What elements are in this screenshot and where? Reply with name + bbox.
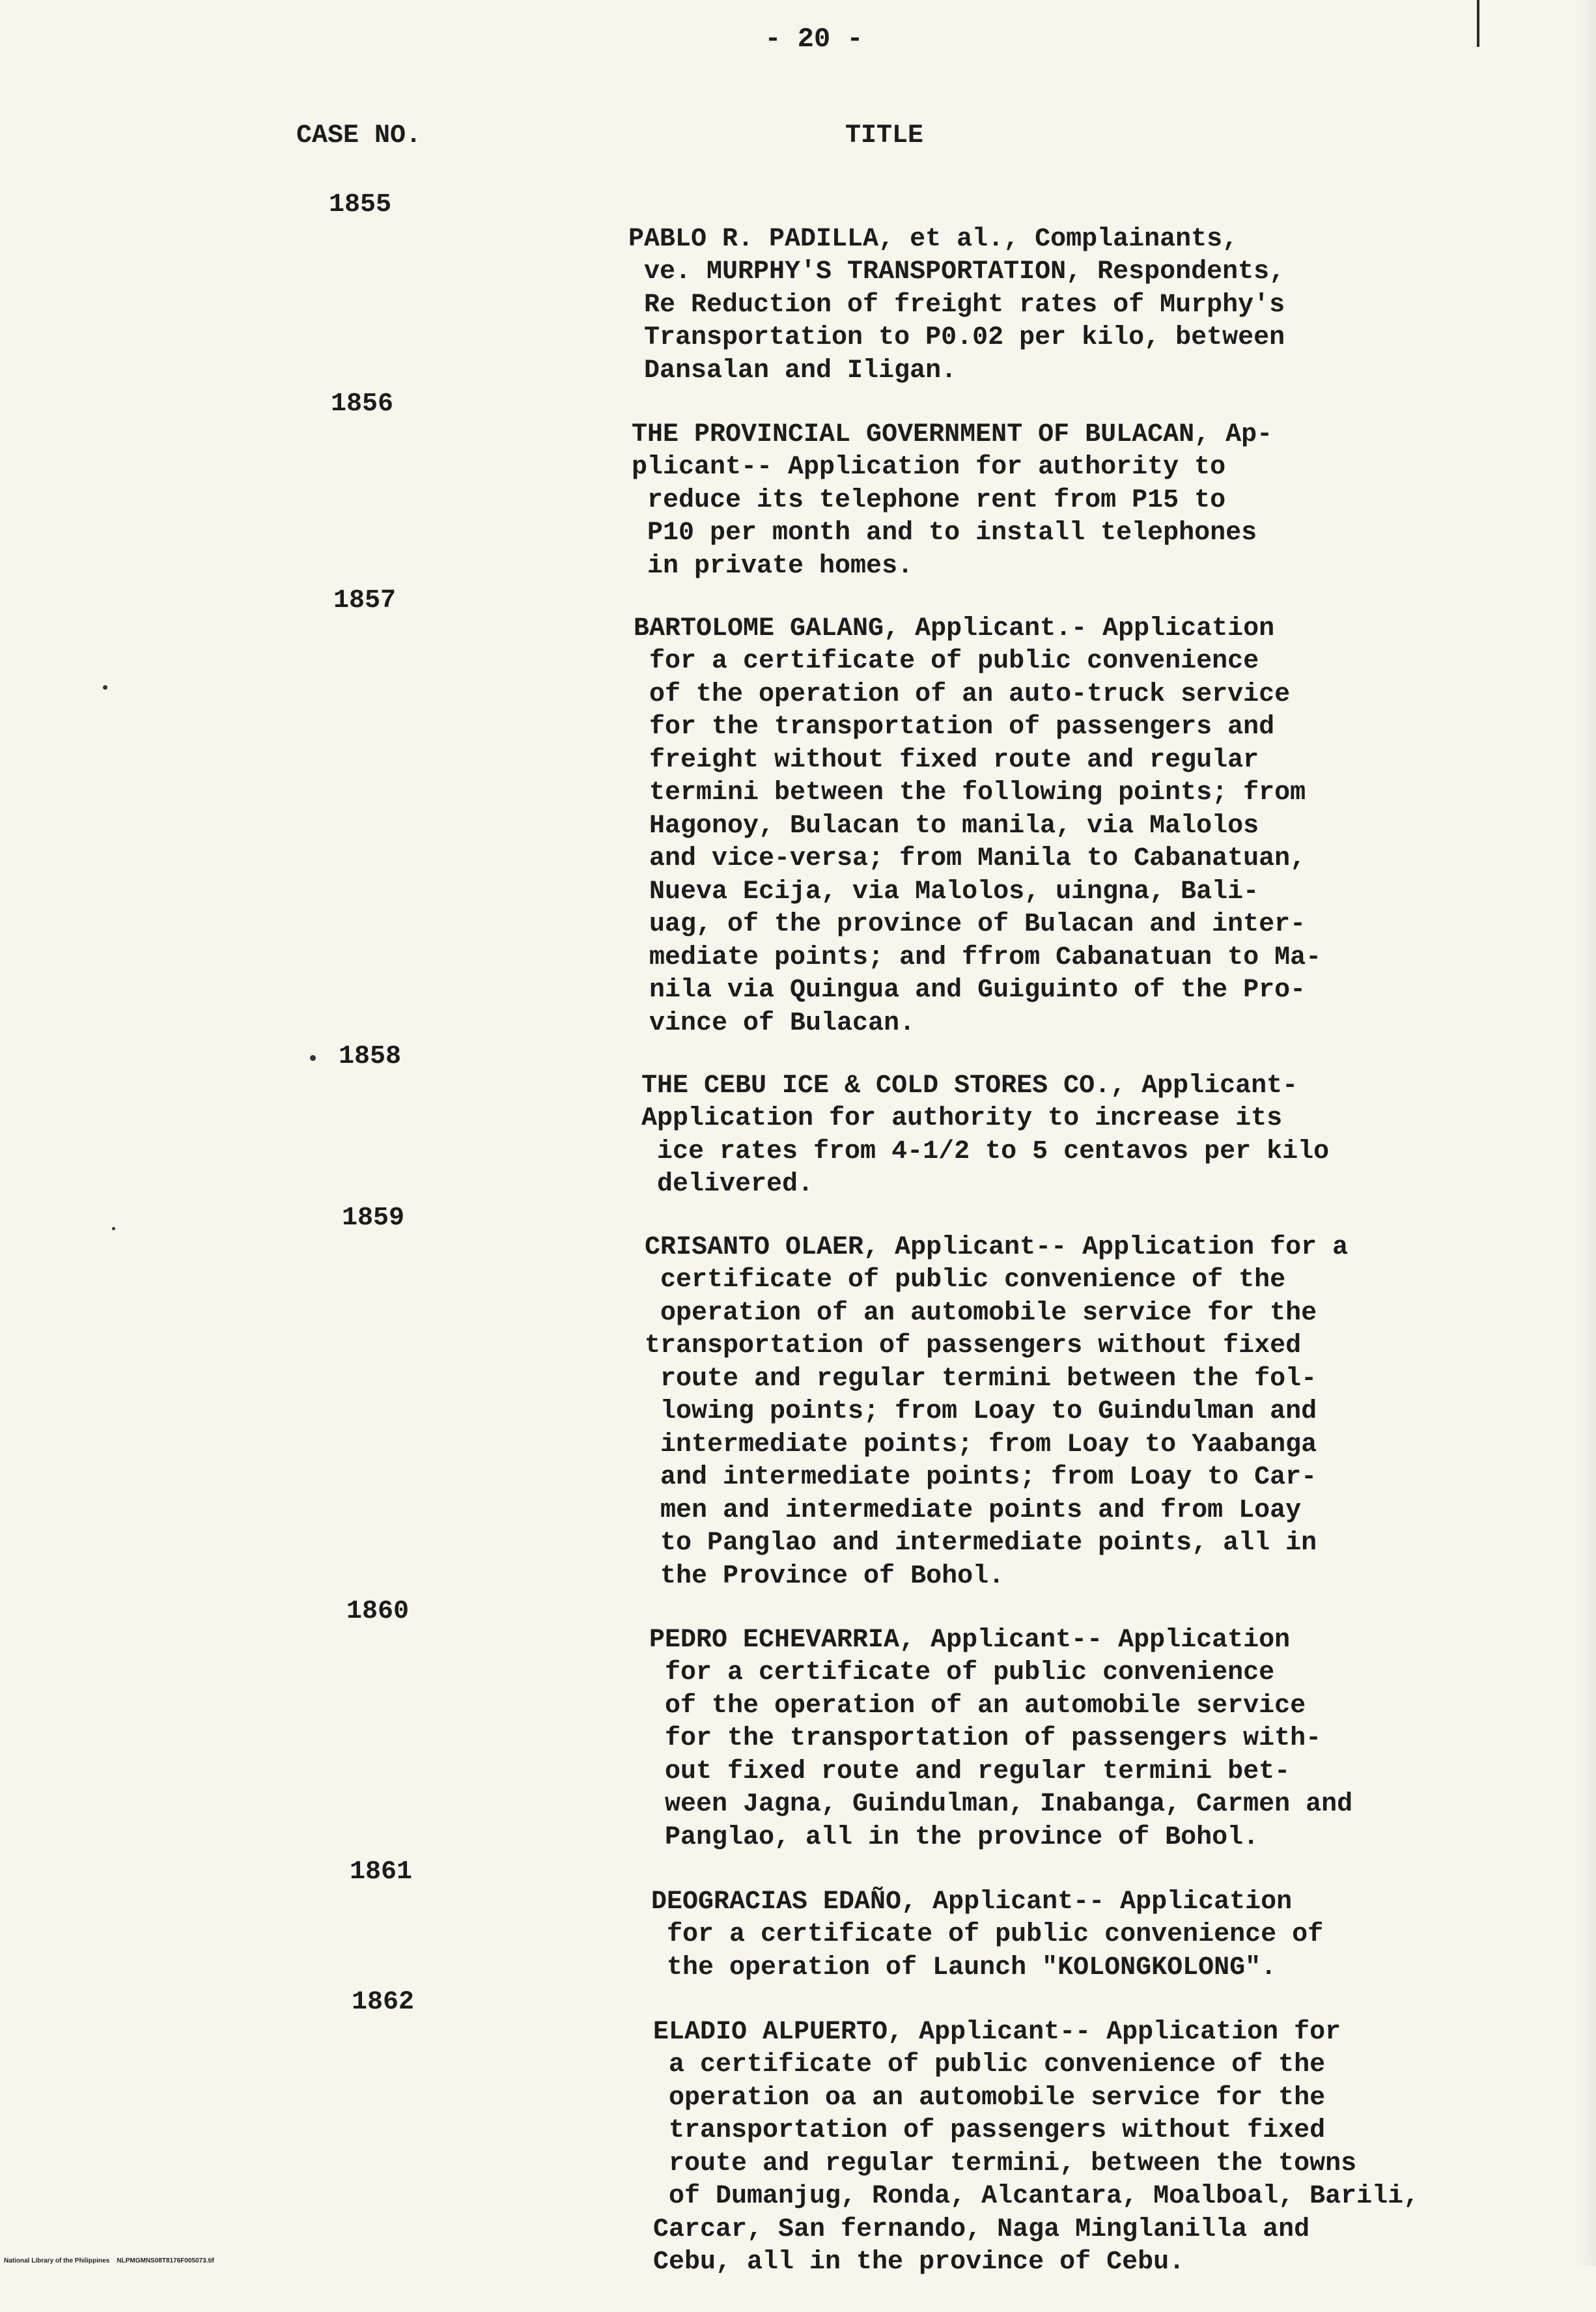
case-title-line: BARTOLOME GALANG, Applicant.- Application <box>634 613 1275 643</box>
case-title-line: Panglao, all in the province of Bohol. <box>649 1822 1259 1852</box>
title-column-header: TITLE <box>845 121 924 150</box>
case-number: 1861 <box>350 1857 413 1887</box>
case-title-line: CRISANTO OLAER, Applicant-- Application for a <box>645 1232 1349 1262</box>
case-title-line: freight without fixed route and regular <box>634 745 1259 775</box>
case-title-line: nila via Quingua and Guiguinto of the Pro- <box>634 976 1306 1005</box>
case-title-line: for the transportation of passengers and <box>634 712 1275 742</box>
case-title-line: certificate of public convenience of the <box>645 1265 1286 1295</box>
case-number: 1858 <box>339 1042 402 1071</box>
case-title-line: ELADIO ALPUERTO, Applicant-- Application for <box>653 2017 1341 2047</box>
page-number: - 20 - <box>764 23 863 55</box>
case-title-line: lowing points; from Loay to Guindulman and <box>645 1397 1317 1426</box>
case-title-line: the operation of Launch "KOLONGKOLONG". <box>651 1953 1277 1982</box>
case-title-line: route and regular termini, between the towns <box>653 2149 1357 2178</box>
case-title-line: for a certificate of public convenience of <box>651 1920 1324 1949</box>
case-title-line: route and regular termini between the fol- <box>645 1364 1317 1394</box>
case-title-line: for a certificate of public convenience <box>649 1658 1275 1687</box>
case-title-line: Nueva Ecija, via Malolos, uingna, Bali- <box>634 877 1259 907</box>
case-title-line: reduce its telephone rent from P15 to <box>632 485 1226 515</box>
case-title-line: Dansalan and Iligan. <box>628 356 957 386</box>
case-number: 1855 <box>329 190 392 219</box>
case-title-line: mediate points; and ffrom Cabanatuan to Ma- <box>634 942 1322 972</box>
scan-edge-mark <box>1477 0 1479 47</box>
case-title-line: ween Jagna, Guindulman, Inabanga, Carmen and <box>649 1790 1353 1819</box>
case-title-line: the Province of Bohol. <box>645 1561 1005 1591</box>
case-title-line: vince of Bulacan. <box>634 1008 916 1038</box>
scan-footer <box>4 2257 214 2264</box>
case-title-line: PABLO R. PADILLA, et al., Complainants, <box>628 224 1239 254</box>
case-title-line: transportation of passengers without fixed <box>645 1331 1302 1360</box>
case-title-line: Cebu, all in the province of Cebu. <box>653 2248 1185 2277</box>
case-title <box>645 1198 1348 1626</box>
case-title-line: to Panglao and intermediate points, all in <box>645 1529 1317 1558</box>
case-title-line: and intermediate points; from Loay to Car- <box>645 1463 1317 1492</box>
case-number: 1862 <box>352 1988 415 2017</box>
footer-library: National Library of the Philippines <box>4 2257 110 2264</box>
case-title-line: Application for authority to increase its <box>641 1104 1283 1133</box>
case-title-line: of Dumanjug, Ronda, Alcantara, Moalboal, Barili, <box>653 2182 1420 2211</box>
footer-file-id: NLPMGMNS08T8176F005073.tif <box>117 2257 214 2264</box>
case-title <box>649 1591 1352 1887</box>
case-title-line: THE PROVINCIAL GOVERNMENT OF BULACAN, Ap- <box>632 419 1273 449</box>
scan-speck <box>112 1227 115 1230</box>
case-title-line: DEOGRACIAS EDAÑO, Applicant-- Application <box>651 1887 1293 1917</box>
case-number: 1856 <box>331 389 394 419</box>
case-title-line: of the operation of an auto-truck service <box>634 679 1291 709</box>
case-title <box>634 580 1321 1073</box>
case-title-line: a certificate of public convenience of the <box>653 2050 1326 2079</box>
case-title-line: Transportation to P0.02 per kilo, between <box>628 323 1285 352</box>
case-title-line: intermediate points; from Loay to Yaabanga <box>645 1430 1317 1459</box>
case-title-line: for a certificate of public convenience <box>634 647 1259 676</box>
case-number: 1859 <box>342 1204 405 1233</box>
case-number: 1857 <box>333 586 397 615</box>
case-title-line: in private homes. <box>632 551 914 581</box>
case-title-line: PEDRO ECHEVARRIA, Applicant-- Application <box>649 1625 1291 1655</box>
case-title-line: ve. MURPHY'S TRANSPORTATION, Respondents, <box>628 257 1285 287</box>
case-title-line: ice rates from 4-1/2 to 5 centavos per kilo <box>641 1136 1330 1166</box>
case-title-line: men and intermediate points and from Loay <box>645 1495 1302 1525</box>
case-title <box>653 1983 1419 2312</box>
case-title-line: operation of an automobile service for the <box>645 1298 1317 1328</box>
scan-speck <box>103 685 107 690</box>
case-title-line: out fixed route and regular termini bet- <box>649 1756 1291 1786</box>
case-title-line: operation oa an automobile service for the <box>653 2083 1326 2113</box>
case-title-line: and vice-versa; from Manila to Cabanatuan, <box>634 844 1306 873</box>
case-number: 1860 <box>346 1597 410 1626</box>
case-title-line: termini between the following points; from <box>634 778 1306 808</box>
case-title-line: uag, of the province of Bulacan and inter- <box>634 910 1306 939</box>
case-title-line: Carcar, San fernando, Naga Minglanilla and <box>653 2214 1310 2244</box>
case-title-line: of the operation of an automobile service <box>649 1691 1306 1721</box>
case-title-line: THE CEBU ICE & COLD STORES CO., Applicant- <box>641 1071 1298 1101</box>
page-edge-shadow <box>1576 0 1596 2266</box>
case-title-line: delivered. <box>641 1170 814 1199</box>
case-title-line: transportation of passengers without fixed <box>653 2116 1326 2145</box>
case-title-line: plicant-- Application for authority to <box>632 453 1226 482</box>
case-title-line: P10 per month and to install telephones <box>632 518 1257 548</box>
case-title-line: Re Reduction of freight rates of Murphy's <box>628 290 1285 320</box>
case-no-column-header: CASE NO. <box>296 121 422 150</box>
case-title-line: for the transportation of passengers with- <box>649 1724 1322 1753</box>
scan-speck <box>310 1055 316 1061</box>
case-title-line: Hagonoy, Bulacan to manila, via Malolos <box>634 811 1259 841</box>
